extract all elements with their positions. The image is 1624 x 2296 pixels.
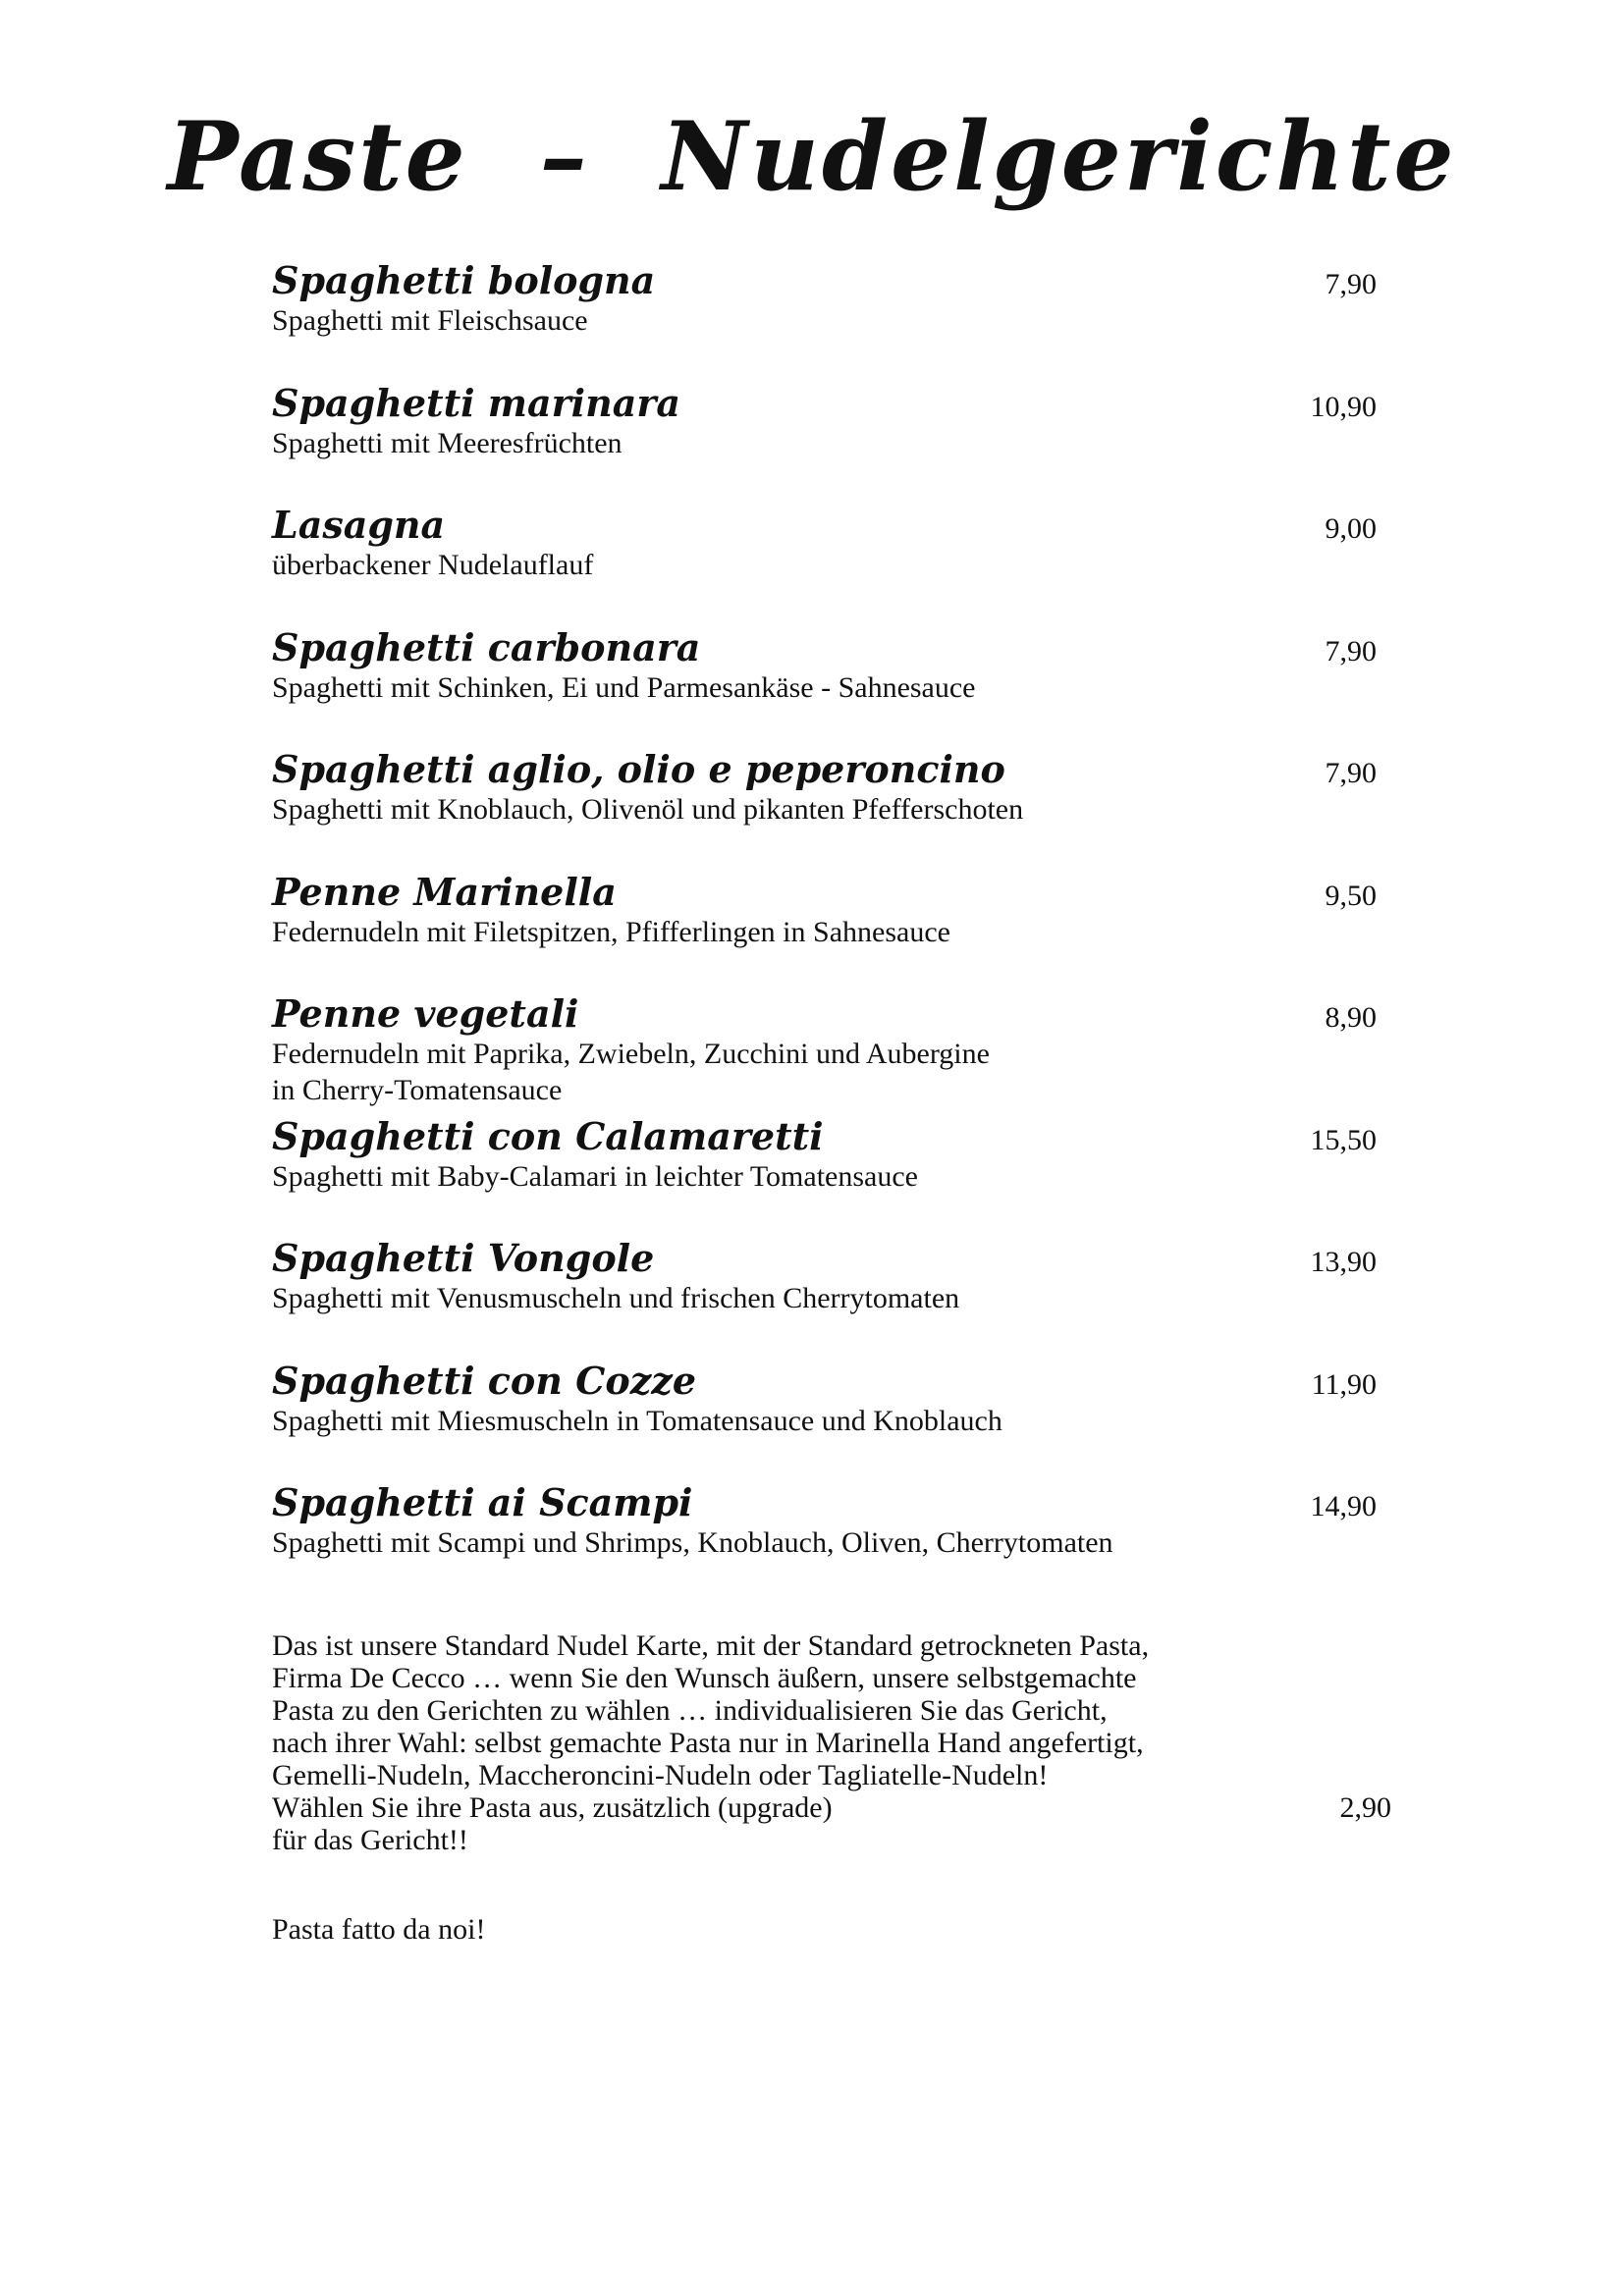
- dish-name: Penne vegetali: [272, 991, 579, 1036]
- menu-item: [272, 624, 1377, 747]
- dish-description: Spaghetti mit Schinken, Ei und Parmesankäse - Sahnesauce: [272, 670, 976, 704]
- note-line: Gemelli-Nudeln, Maccheroncini-Nudeln oder Tagliatelle-Nudeln!: [272, 1759, 1049, 1791]
- menu-item: [272, 502, 1377, 624]
- dish-price: 13,90: [1310, 1246, 1377, 1278]
- dish-name: Penne Marinella: [272, 869, 617, 914]
- dish-name: Spaghetti carbonara: [272, 624, 701, 669]
- menu-list: [272, 257, 1377, 1602]
- dish-name: Spaghetti ai Scampi: [272, 1480, 693, 1524]
- dish-description: überbackener Nudelauflauf: [272, 549, 594, 581]
- dish-name: Spaghetti con Calamaretti: [272, 1113, 824, 1158]
- dish-price: 9,00: [1325, 512, 1377, 545]
- dish-price: 8,90: [1325, 1001, 1377, 1034]
- dish-name: Spaghetti Vongole: [272, 1236, 655, 1280]
- dish-name: Spaghetti aglio, olio e peperoncino: [272, 747, 1005, 791]
- menu-item: [272, 869, 1377, 991]
- menu-item: [272, 1235, 1377, 1358]
- dish-name: Lasagna: [272, 503, 446, 547]
- note-line: Pasta zu den Gerichten zu wählen … individualisieren Sie das Gericht,: [272, 1694, 1108, 1727]
- dish-price: 7,90: [1325, 757, 1377, 789]
- upgrade-text: Wählen Sie ihre Pasta aus, zusätzlich (upgrade): [272, 1791, 833, 1824]
- dish-price: 14,90: [1310, 1490, 1377, 1522]
- note-line: nach ihrer Wahl: selbst gemachte Pasta nur in Marinella Hand angefertigt,: [272, 1727, 1144, 1759]
- dish-price: 7,90: [1325, 268, 1377, 300]
- dish-description: Spaghetti mit Meeresfrüchten: [272, 426, 623, 459]
- menu-item: [272, 380, 1377, 503]
- dish-description: Spaghetti mit Baby-Calamari in leichter Tomatensauce: [272, 1159, 918, 1193]
- dish-description: Spaghetti mit Scampi und Shrimps, Knoblauch, Oliven, Cherrytomaten: [272, 1526, 1113, 1559]
- dish-price: 11,90: [1311, 1367, 1377, 1401]
- dish-price: 7,90: [1325, 634, 1377, 667]
- dish-price: 9,50: [1325, 879, 1377, 912]
- dish-description: Federnudeln mit Paprika, Zwiebeln, Zucchini und Aubergine in Cherry-Tomatensauce: [272, 1038, 990, 1106]
- menu-item: [272, 257, 1377, 380]
- menu-item: [272, 1479, 1377, 1602]
- pasta-upgrade-note: [272, 1629, 1391, 1856]
- upgrade-price: 2,90: [1339, 1791, 1391, 1824]
- menu-item: [272, 1358, 1377, 1480]
- dish-description: Spaghetti mit Fleischsauce: [272, 304, 588, 337]
- dish-name: Spaghetti marinara: [272, 380, 680, 425]
- tagline: Pasta fatto da noi!: [272, 1913, 486, 1946]
- dish-description: Spaghetti mit Knoblauch, Olivenöl und pikanten Pfefferschoten: [272, 793, 1024, 826]
- dish-name: Spaghetti bologna: [272, 258, 656, 302]
- note-line: für das Gericht!!: [272, 1824, 468, 1856]
- menu-item: [272, 990, 1377, 1113]
- page-title: Paste – Nudelgerichte: [167, 101, 1457, 212]
- dish-price: 15,50: [1310, 1123, 1377, 1156]
- dish-name: Spaghetti con Cozze: [272, 1358, 697, 1403]
- dish-description: Spaghetti mit Venusmuscheln und frischen Cherrytomaten: [272, 1282, 960, 1314]
- note-line: Das ist unsere Standard Nudel Karte, mit der Standard getrockneten Pasta,: [272, 1629, 1150, 1662]
- dish-description: Spaghetti mit Miesmuscheln in Tomatensauce und Knoblauch: [272, 1404, 1002, 1437]
- menu-item: [272, 1113, 1377, 1236]
- note-line: Firma De Cecco … wenn Sie den Wunsch äußern, unsere selbstgemachte: [272, 1662, 1137, 1694]
- dish-price: 10,90: [1310, 390, 1377, 423]
- upgrade-row: [272, 1791, 1391, 1824]
- dish-description: Federnudeln mit Filetspitzen, Pfifferlingen in Sahnesauce: [272, 915, 950, 948]
- menu-item: [272, 746, 1377, 869]
